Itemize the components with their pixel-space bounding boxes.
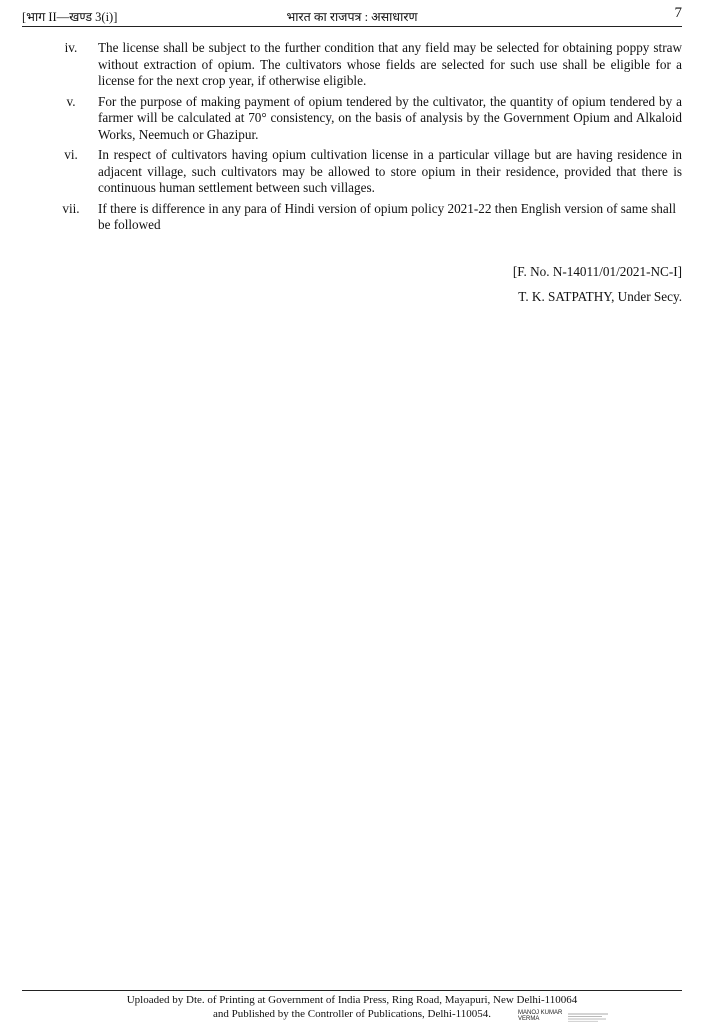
- gazette-title: भारत का राजपत्र : असाधारण: [286, 10, 418, 24]
- file-number: [F. No. N-14011/01/2021-NC-I]: [512, 264, 682, 279]
- clause-text: For the purpose of making payment of opium tendered by the cultivator, the quantity of opium tendered by a farmer will be calculated at 70° consistency, on the basis of analysis by the Government Opium and Alkaloid Works, Neemuch or Ghazipur.: [98, 93, 682, 142]
- clause-number: v.: [66, 93, 76, 109]
- clause-text: The license shall be subject to the further condition that any field may be selected for obtaining poppy straw without extraction of opium. The cultivators whose fields are selected for such use shall be eligible for a license for the next crop year, if otherwise eligible.: [98, 40, 682, 88]
- clause-text: In respect of cultivators having opium cultivation license in a particular village but are having residence in adjacent village, such cultivators may be allowed to store opium in their residence, provided that there is continuous human settlement between such villages.: [98, 147, 682, 195]
- page-header: [22, 5, 682, 28]
- signature-stamp-icon: [568, 1012, 608, 1022]
- header-divider: [22, 26, 682, 27]
- signer-name: MANOJ KUMAR VERMA: [518, 1010, 563, 1022]
- digital-signature: [518, 1010, 608, 1024]
- clause-item: [52, 94, 682, 144]
- clause-text: If there is difference in any para of Hindi version of opium policy 2021-22 then English version of same shall be followed: [98, 200, 677, 232]
- clause-list: [52, 40, 682, 238]
- footer-line-2: and Published by the Controller of Publications, Delhi-110054.: [213, 1007, 491, 1020]
- footer-divider: [22, 990, 682, 991]
- footer-line-1: Uploaded by Dte. of Printing at Government of India Press, Ring Road, Mayapuri, New Delhi-110064: [126, 994, 578, 1006]
- clause-item: [52, 201, 682, 234]
- page-number: 7: [674, 5, 682, 21]
- gazette-part-label: [भाग II—खण्ड 3(i)]: [22, 10, 118, 24]
- clause-number: iv.: [64, 40, 78, 55]
- clause-number: vii.: [62, 200, 80, 216]
- signatory: T. K. SATPATHY, Under Secy.: [518, 289, 682, 304]
- clause-item: [52, 40, 682, 90]
- clause-number: vi.: [64, 147, 78, 162]
- clause-item: [52, 147, 682, 197]
